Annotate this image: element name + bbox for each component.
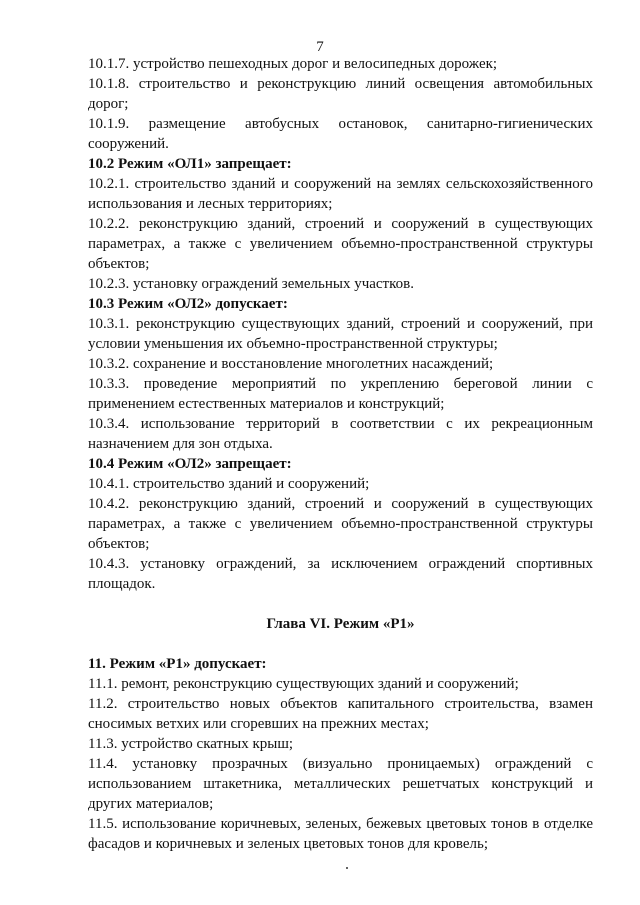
paragraph-11-2: 11.2. строительство новых объектов капитального строительства, взамен сносимых ветхих или сгоревших на прежних местах; <box>88 696 593 732</box>
chapter-heading: Глава VI. Режим «Р1» <box>266 616 415 632</box>
paragraph-10-2-2: 10.2.2. реконструкцию зданий, строений и сооружений в существующих параметрах, а также с увеличением объемно-пространственной структуры объектов; <box>88 216 593 272</box>
paragraph-11-1: 11.1. ремонт, реконструкцию существующих зданий и сооружений; <box>88 676 519 692</box>
scan-speck <box>346 867 348 869</box>
document-body <box>88 54 593 854</box>
section-heading-10-3: 10.3 Режим «ОЛ2» допускает: <box>88 296 288 312</box>
paragraph-10-3-2: 10.3.2. сохранение и восстановление многолетних насаждений; <box>88 356 494 372</box>
paragraph-10-1-7: 10.1.7. устройство пешеходных дорог и велосипедных дорожек; <box>88 56 498 72</box>
paragraph-10-3-3: 10.3.3. проведение мероприятий по укреплению береговой линии с применением естественных материалов и конструкций; <box>88 376 593 412</box>
paragraph-10-2-3: 10.2.3. установку ограждений земельных участков. <box>88 276 414 292</box>
paragraph-10-4-1: 10.4.1. строительство зданий и сооружений; <box>88 476 370 492</box>
paragraph-10-4-2: 10.4.2. реконструкцию зданий, строений и сооружений в существующих параметрах, а также с увеличением объемно-пространственной структуры объектов; <box>88 496 593 552</box>
paragraph-10-4-3: 10.4.3. установку ограждений, за исключением ограждений спортивных площадок. <box>88 556 593 592</box>
page-number: 7 <box>316 39 324 55</box>
paragraph-10-1-8: 10.1.8. строительство и реконструкцию линий освещения автомобильных дорог; <box>88 76 593 112</box>
paragraph-10-3-1: 10.3.1. реконструкцию существующих зданий, строений и сооружений, при условии уменьшения их объемно-пространственной структуры; <box>88 316 593 352</box>
section-heading-10-2: 10.2 Режим «ОЛ1» запрещает: <box>88 156 292 172</box>
paragraph-11-3: 11.3. устройство скатных крыш; <box>88 736 294 752</box>
paragraph-10-1-9: 10.1.9. размещение автобусных остановок, санитарно-гигиенических сооружений. <box>88 116 593 152</box>
paragraph-11-5: 11.5. использование коричневых, зеленых, бежевых цветовых тонов в отделке фасадов и коричневых и зеленых цветовых тонов для кровель; <box>88 816 593 852</box>
section-heading-11: 11. Режим «Р1» допускает: <box>88 656 267 672</box>
paragraph-10-2-1: 10.2.1. строительство зданий и сооружений на землях сельскохозяйственного использования и лесных территориях; <box>88 176 593 212</box>
paragraph-10-3-4: 10.3.4. использование территорий в соответствии с их рекреационным назначением для зон отдыха. <box>88 416 593 452</box>
section-heading-10-4: 10.4 Режим «ОЛ2» запрещает: <box>88 456 292 472</box>
paragraph-11-4: 11.4. установку прозрачных (визуально проницаемых) ограждений с использованием штакетника, металлических решетчатых конструкций и других материалов; <box>88 756 593 812</box>
